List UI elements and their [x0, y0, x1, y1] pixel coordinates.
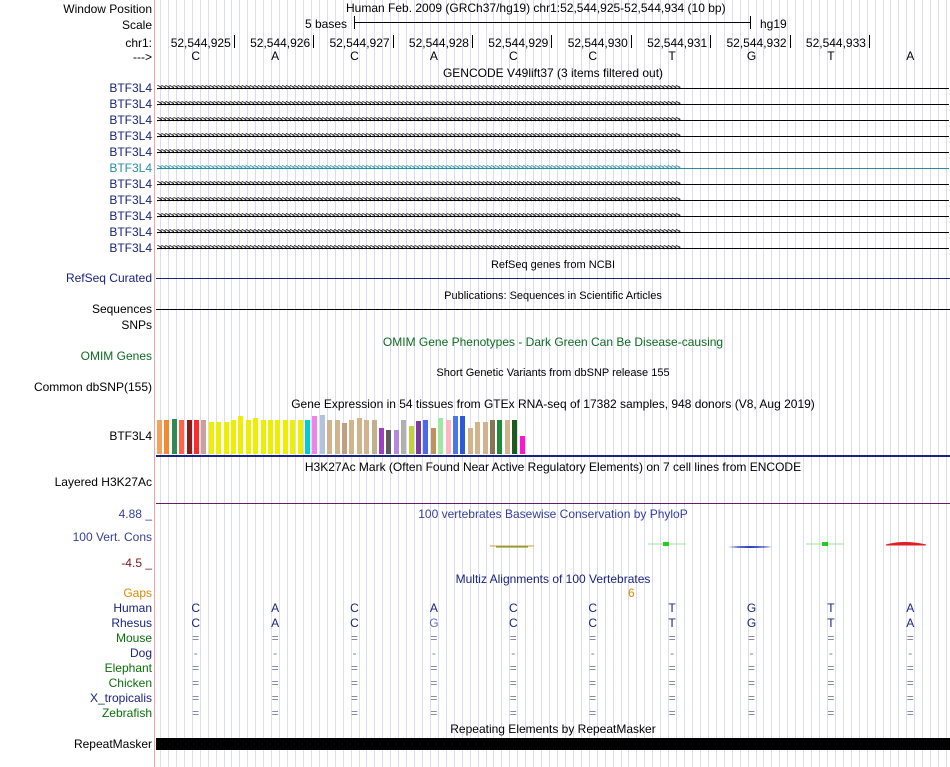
- gencode-gene-label[interactable]: BTF3L4: [109, 81, 152, 95]
- gencode-gene-label[interactable]: BTF3L4: [109, 193, 152, 207]
- base-letter: A: [429, 49, 438, 63]
- gtex-tissue-bar[interactable]: [238, 416, 243, 454]
- repeatmasker-track-title: Repeating Elements by RepeatMasker: [450, 722, 656, 736]
- ruler-position: 52,544,932: [726, 36, 787, 50]
- gtex-tissue-bar[interactable]: [246, 420, 251, 454]
- gtex-tissue-bar[interactable]: [446, 420, 451, 454]
- alignment-base: =: [906, 676, 914, 690]
- alignment-base: =: [906, 706, 914, 720]
- alignment-base: G: [746, 601, 757, 615]
- gtex-tissue-bar[interactable]: [261, 420, 266, 454]
- gtex-tissue-bar[interactable]: [335, 420, 340, 454]
- gencode-gene-model[interactable]: [157, 228, 949, 237]
- gtex-tissue-bar[interactable]: [157, 420, 162, 454]
- ruler-tick: [631, 35, 632, 48]
- alignment-base: =: [827, 676, 835, 690]
- alignment-base: =: [827, 706, 835, 720]
- alignment-base: =: [668, 676, 676, 690]
- gencode-gene-label[interactable]: BTF3L4: [109, 241, 152, 255]
- alignment-base: =: [271, 631, 279, 645]
- strand-arrows-icon: >>>>>>>>>>>>>>>>>>>>>>>>>>>>>>>>>>>>>>>>>>>>>>>>>>>>>>>>>>>>>>>>>>>>>>>>>>>>>>>>>>>>>>>>>>>>>>>>>>>>>>>>>>>>>>>>>>>>>>>>>>>>>>>>>>: [157, 244, 680, 253]
- gtex-tissue-bar[interactable]: [357, 418, 362, 454]
- gtex-baseline: [156, 455, 950, 457]
- alignment-base: =: [350, 691, 358, 705]
- alignment-base: C: [191, 601, 201, 615]
- phylop-label[interactable]: 100 Vert. Cons: [72, 530, 152, 544]
- alignment-base: -: [670, 646, 675, 660]
- gencode-gene-label[interactable]: BTF3L4: [109, 145, 152, 159]
- ruler-tick: [234, 35, 235, 48]
- alignment-base: =: [271, 676, 279, 690]
- dbsnp-track-title: Short Genetic Variants from dbSNP release 155: [436, 367, 670, 379]
- strand-arrows-icon: >>>>>>>>>>>>>>>>>>>>>>>>>>>>>>>>>>>>>>>>>>>>>>>>>>>>>>>>>>>>>>>>>>>>>>>>>>>>>>>>>>>>>>>>>>>>>>>>>>>>>>>>>>>>>>>>>>>>>>>>>>>>>>>>>>: [157, 228, 680, 237]
- label-divider: [154, 0, 155, 767]
- gtex-label[interactable]: BTF3L4: [109, 429, 152, 443]
- ruler-position: 52,544,930: [567, 36, 628, 50]
- species-label[interactable]: Rhesus: [111, 616, 152, 630]
- gtex-tissue-bar[interactable]: [438, 418, 443, 454]
- gtex-tissue-bar[interactable]: [164, 420, 169, 454]
- gtex-tissue-bar[interactable]: [327, 420, 332, 454]
- base-letter: A: [271, 49, 280, 63]
- alignment-base: =: [906, 661, 914, 675]
- gtex-tissue-bar[interactable]: [394, 430, 399, 454]
- alignment-base: -: [749, 646, 754, 660]
- gtex-tissue-bar[interactable]: [342, 423, 347, 454]
- gencode-gene-model[interactable]: [157, 116, 949, 125]
- phylop-max: 4.88 _: [118, 507, 152, 521]
- species-label[interactable]: Elephant: [104, 661, 152, 675]
- ruler-position: 52,544,926: [250, 36, 311, 50]
- dbsnp-label[interactable]: Common dbSNP(155): [33, 380, 152, 394]
- ruler-position: 52,544,929: [488, 36, 549, 50]
- gencode-gene-label[interactable]: BTF3L4: [109, 209, 152, 223]
- gtex-tissue-bar[interactable]: [490, 420, 495, 454]
- alignment-base: =: [589, 706, 597, 720]
- gencode-gene-model[interactable]: [157, 148, 949, 157]
- gencode-gene-model[interactable]: [157, 164, 949, 173]
- gtex-tissue-bar[interactable]: [505, 420, 510, 454]
- gtex-tissue-bar[interactable]: [201, 420, 206, 454]
- gencode-gene-label[interactable]: BTF3L4: [109, 129, 152, 143]
- alignment-base: A: [271, 601, 280, 615]
- ruler-tick: [869, 35, 870, 48]
- alignment-base: =: [747, 676, 755, 690]
- base-letter: T: [668, 49, 676, 63]
- h3k27ac-track-title: H3K27Ac Mark (Often Found Near Active Regulatory Elements) on 7 cell lines from ENCODE: [304, 460, 802, 474]
- alignment-base: =: [906, 691, 914, 705]
- gtex-tissue-bar[interactable]: [298, 420, 303, 454]
- alignment-base: =: [192, 661, 200, 675]
- alignment-base: =: [271, 706, 279, 720]
- chrom-label: chr1:: [125, 36, 152, 50]
- alignment-base: =: [271, 691, 279, 705]
- gtex-tissue-bar[interactable]: [460, 416, 465, 454]
- gtex-tissue-bar[interactable]: [275, 420, 280, 454]
- gtex-tissue-bar[interactable]: [172, 419, 177, 454]
- gtex-tissue-bar[interactable]: [268, 420, 273, 454]
- alignment-base: =: [350, 661, 358, 675]
- ruler-position: 52,544,928: [408, 36, 469, 50]
- ruler-position: 52,544,931: [647, 36, 708, 50]
- alignment-base: =: [430, 691, 438, 705]
- alignment-base: C: [350, 601, 359, 615]
- alignment-base: C: [191, 616, 201, 630]
- alignment-base: =: [430, 631, 438, 645]
- alignment-base: A: [906, 601, 915, 615]
- gencode-gene-model[interactable]: [157, 244, 949, 253]
- alignment-base: =: [827, 661, 835, 675]
- snps-label[interactable]: SNPs: [121, 318, 152, 332]
- phylop-mark-5: [728, 546, 772, 548]
- strand-arrows-icon: >>>>>>>>>>>>>>>>>>>>>>>>>>>>>>>>>>>>>>>>>>>>>>>>>>>>>>>>>>>>>>>>>>>>>>>>>>>>>>>>>>>>>>>>>>>>>>>>>>>>>>>>>>>>>>>>>>>>>>>>>>>>>>>>>>: [157, 196, 680, 205]
- publications-track-title: Publications: Sequences in Scientific Articles: [444, 290, 662, 302]
- gtex-tissue-bar[interactable]: [312, 416, 317, 454]
- scale-value: 5 bases: [305, 17, 348, 31]
- strand-arrows-icon: >>>>>>>>>>>>>>>>>>>>>>>>>>>>>>>>>>>>>>>>>>>>>>>>>>>>>>>>>>>>>>>>>>>>>>>>>>>>>>>>>>>>>>>>>>>>>>>>>>>>>>>>>>>>>>>>>>>>>>>>>>>>>>>>>>: [157, 164, 680, 173]
- alignment-base: =: [589, 631, 597, 645]
- base-letter: A: [906, 49, 915, 63]
- repeatmasker-block[interactable]: [156, 738, 950, 750]
- gtex-tissue-bar[interactable]: [409, 426, 414, 454]
- phylop-track-title: 100 vertebrates Basewise Conservation by PhyloP: [418, 507, 688, 521]
- alignment-base: -: [273, 646, 278, 660]
- alignment-base: =: [668, 661, 676, 675]
- alignment-base: =: [509, 631, 517, 645]
- gtex-tissue-bar[interactable]: [431, 428, 436, 454]
- alignment-base: -: [590, 646, 595, 660]
- ruler-tick: [472, 35, 473, 48]
- alignment-base: =: [430, 676, 438, 690]
- alignment-base: =: [589, 691, 597, 705]
- alignment-base: =: [747, 706, 755, 720]
- gencode-track-title: GENCODE V49lift37 (3 items filtered out): [442, 66, 664, 80]
- gtex-tissue-bar[interactable]: [483, 422, 488, 454]
- alignment-base: -: [431, 646, 436, 660]
- strand-arrows-icon: >>>>>>>>>>>>>>>>>>>>>>>>>>>>>>>>>>>>>>>>>>>>>>>>>>>>>>>>>>>>>>>>>>>>>>>>>>>>>>>>>>>>>>>>>>>>>>>>>>>>>>>>>>>>>>>>>>>>>>>>>>>>>>>>>>: [157, 100, 680, 109]
- species-label[interactable]: Chicken: [108, 676, 152, 690]
- species-label[interactable]: Human: [113, 601, 152, 615]
- species-label[interactable]: Zebrafish: [101, 706, 152, 720]
- scale-bar: [354, 22, 751, 23]
- gtex-tissue-bar[interactable]: [349, 420, 354, 454]
- species-label[interactable]: Dog: [129, 646, 152, 660]
- alignment-base: =: [589, 676, 597, 690]
- phylop-mark-8: [886, 543, 926, 546]
- alignment-base: T: [668, 616, 676, 630]
- alignment-base: C: [588, 616, 598, 630]
- gencode-gene-label[interactable]: BTF3L4: [109, 97, 152, 111]
- publications-line: [156, 309, 950, 310]
- alignment-base: =: [747, 661, 755, 675]
- gtex-tissue-bar[interactable]: [283, 420, 288, 454]
- gtex-tissue-bar[interactable]: [305, 420, 310, 454]
- alignment-base: A: [271, 616, 280, 630]
- window-position-label: Window Position: [63, 2, 152, 16]
- gtex-tissue-bar[interactable]: [386, 430, 391, 454]
- gtex-tissue-bar[interactable]: [179, 420, 184, 454]
- alignment-base: =: [192, 676, 200, 690]
- alignment-base: =: [430, 661, 438, 675]
- gtex-tissue-bar[interactable]: [379, 428, 384, 454]
- window-position-value: Human Feb. 2009 (GRCh37/hg19) chr1:52,544,925-52,544,934 (10 bp): [346, 1, 726, 15]
- gtex-tissue-bar[interactable]: [468, 428, 473, 454]
- gtex-tissue-bar[interactable]: [194, 420, 199, 454]
- alignment-base: =: [192, 691, 200, 705]
- multiz-track-title: Multiz Alignments of 100 Vertebrates: [455, 572, 651, 586]
- alignment-base: =: [827, 691, 835, 705]
- ruler-tick: [551, 35, 552, 48]
- alignment-base: G: [746, 616, 757, 630]
- alignment-base: =: [589, 661, 597, 675]
- gencode-gene-model[interactable]: [157, 212, 949, 221]
- gtex-tissue-bar[interactable]: [187, 420, 192, 454]
- base-letter: C: [350, 49, 359, 63]
- gencode-gene-model[interactable]: [157, 100, 949, 109]
- gencode-gene-model[interactable]: [157, 196, 949, 205]
- gtex-tissue-bar[interactable]: [231, 420, 236, 454]
- ruler-position: 52,544,933: [805, 36, 866, 50]
- gtex-tissue-bar[interactable]: [520, 436, 525, 454]
- ruler-tick: [313, 35, 314, 48]
- alignment-base: =: [192, 631, 200, 645]
- strand-arrows-icon: >>>>>>>>>>>>>>>>>>>>>>>>>>>>>>>>>>>>>>>>>>>>>>>>>>>>>>>>>>>>>>>>>>>>>>>>>>>>>>>>>>>>>>>>>>>>>>>>>>>>>>>>>>>>>>>>>>>>>>>>>>>>>>>>>>: [157, 84, 680, 93]
- alignment-base: =: [192, 706, 200, 720]
- phylop-plot: [156, 530, 950, 560]
- alignment-base: A: [429, 601, 438, 615]
- gencode-gene-model[interactable]: [157, 180, 949, 189]
- scale-label: Scale: [121, 18, 152, 32]
- gtex-tissue-bar[interactable]: [497, 420, 502, 454]
- ruler-tick: [393, 35, 394, 48]
- alignment-base: G: [429, 616, 439, 630]
- gtex-tissue-bar[interactable]: [290, 420, 295, 454]
- gtex-tissue-bar[interactable]: [416, 421, 421, 454]
- scale-assembly: hg19: [760, 17, 787, 31]
- base-letter: C: [191, 49, 201, 63]
- alignment-base: =: [668, 691, 676, 705]
- gtex-tissue-bar[interactable]: [320, 415, 325, 454]
- strand-arrows-icon: >>>>>>>>>>>>>>>>>>>>>>>>>>>>>>>>>>>>>>>>>>>>>>>>>>>>>>>>>>>>>>>>>>>>>>>>>>>>>>>>>>>>>>>>>>>>>>>>>>>>>>>>>>>>>>>>>>>>>>>>>>>>>>>>>>: [157, 116, 680, 125]
- gtex-bar-chart[interactable]: [156, 414, 536, 454]
- gtex-tissue-bar[interactable]: [453, 416, 458, 454]
- omim-track-title: OMIM Gene Phenotypes - Dark Green Can Be Disease-causing: [382, 335, 724, 349]
- strand-label: --->: [133, 50, 152, 64]
- alignment-base: -: [193, 646, 198, 660]
- strand-arrows-icon: >>>>>>>>>>>>>>>>>>>>>>>>>>>>>>>>>>>>>>>>>>>>>>>>>>>>>>>>>>>>>>>>>>>>>>>>>>>>>>>>>>>>>>>>>>>>>>>>>>>>>>>>>>>>>>>>>>>>>>>>>>>>>>>>>>: [157, 148, 680, 157]
- species-label[interactable]: Mouse: [115, 631, 152, 645]
- alignment-base: -: [352, 646, 357, 660]
- alignment-base: C: [508, 616, 518, 630]
- species-label[interactable]: X_tropicalis: [89, 691, 152, 705]
- alignment-base: =: [509, 676, 517, 690]
- gaps-label: Gaps: [123, 586, 152, 600]
- alignment-base: =: [747, 631, 755, 645]
- gtex-track-title: Gene Expression in 54 tissues from GTEx RNA-seq of 17382 samples, 948 donors (V8, Aug 2019): [291, 397, 815, 411]
- refseq-line: [156, 278, 950, 279]
- gencode-gene-label[interactable]: BTF3L4: [109, 113, 152, 127]
- base-letter: T: [827, 49, 835, 63]
- gtex-tissue-bar[interactable]: [216, 422, 221, 454]
- strand-arrows-icon: >>>>>>>>>>>>>>>>>>>>>>>>>>>>>>>>>>>>>>>>>>>>>>>>>>>>>>>>>>>>>>>>>>>>>>>>>>>>>>>>>>>>>>>>>>>>>>>>>>>>>>>>>>>>>>>>>>>>>>>>>>>>>>>>>>: [157, 132, 680, 141]
- gtex-tissue-bar[interactable]: [224, 422, 229, 454]
- strand-arrows-icon: >>>>>>>>>>>>>>>>>>>>>>>>>>>>>>>>>>>>>>>>>>>>>>>>>>>>>>>>>>>>>>>>>>>>>>>>>>>>>>>>>>>>>>>>>>>>>>>>>>>>>>>>>>>>>>>>>>>>>>>>>>>>>>>>>>: [157, 180, 680, 189]
- phylop-mark-4: [663, 542, 669, 546]
- alignment-base: =: [350, 631, 358, 645]
- alignment-base: =: [509, 706, 517, 720]
- alignment-base: =: [509, 691, 517, 705]
- base-letter: G: [746, 49, 757, 63]
- refseq-label[interactable]: RefSeq Curated: [65, 271, 152, 285]
- alignment-base: =: [430, 706, 438, 720]
- refseq-track-title: RefSeq genes from NCBI: [490, 259, 616, 271]
- gtex-tissue-bar[interactable]: [253, 418, 258, 454]
- alignment-base: =: [827, 631, 835, 645]
- alignment-base: T: [668, 601, 676, 615]
- gtex-tissue-bar[interactable]: [372, 420, 377, 454]
- alignment-base: -: [828, 646, 833, 660]
- alignment-base: =: [906, 631, 914, 645]
- alignment-base: =: [747, 691, 755, 705]
- alignment-base: T: [827, 601, 835, 615]
- ruler-tick: [710, 35, 711, 48]
- gtex-tissue-bar[interactable]: [364, 420, 369, 454]
- ruler-position: 52,544,925: [170, 36, 231, 50]
- ruler-tick: [790, 35, 791, 48]
- gtex-tissue-bar[interactable]: [512, 420, 517, 454]
- alignment-base: A: [906, 616, 915, 630]
- alignment-base: T: [827, 616, 835, 630]
- alignment-base: -: [908, 646, 913, 660]
- repeatmasker-label[interactable]: RepeatMasker: [73, 737, 152, 751]
- gencode-gene-label[interactable]: BTF3L4: [109, 177, 152, 191]
- scale-bar-end: [750, 16, 751, 29]
- alignment-base: =: [509, 661, 517, 675]
- h3k27ac-line: [156, 503, 950, 504]
- base-letter: C: [588, 49, 598, 63]
- gtex-tissue-bar[interactable]: [209, 422, 214, 454]
- omim-label[interactable]: OMIM Genes: [80, 349, 152, 363]
- gencode-gene-model[interactable]: [157, 132, 949, 141]
- alignment-base: -: [511, 646, 516, 660]
- alignment-base: =: [668, 631, 676, 645]
- alignment-base: =: [350, 676, 358, 690]
- phylop-min: -4.5 _: [121, 556, 152, 570]
- gtex-tissue-bar[interactable]: [423, 420, 428, 454]
- alignment-base: C: [350, 616, 359, 630]
- alignment-base: =: [271, 661, 279, 675]
- strand-arrows-icon: >>>>>>>>>>>>>>>>>>>>>>>>>>>>>>>>>>>>>>>>>>>>>>>>>>>>>>>>>>>>>>>>>>>>>>>>>>>>>>>>>>>>>>>>>>>>>>>>>>>>>>>>>>>>>>>>>>>>>>>>>>>>>>>>>>: [157, 212, 680, 221]
- alignment-base: =: [350, 706, 358, 720]
- gtex-tissue-bar[interactable]: [475, 422, 480, 454]
- gtex-tissue-bar[interactable]: [401, 420, 406, 454]
- gencode-gene-label[interactable]: BTF3L4: [109, 161, 152, 175]
- gaps-value: 6: [628, 586, 635, 600]
- gencode-gene-model[interactable]: [157, 84, 949, 93]
- alignment-base: C: [508, 601, 518, 615]
- publications-label[interactable]: Sequences: [91, 302, 152, 316]
- gencode-gene-label[interactable]: BTF3L4: [109, 225, 152, 239]
- alignment-base: =: [668, 706, 676, 720]
- base-letter: C: [508, 49, 518, 63]
- h3k27ac-label[interactable]: Layered H3K27Ac: [54, 475, 152, 489]
- phylop-mark-7: [822, 542, 828, 546]
- alignment-base: C: [588, 601, 598, 615]
- ruler-position: 52,544,927: [329, 36, 390, 50]
